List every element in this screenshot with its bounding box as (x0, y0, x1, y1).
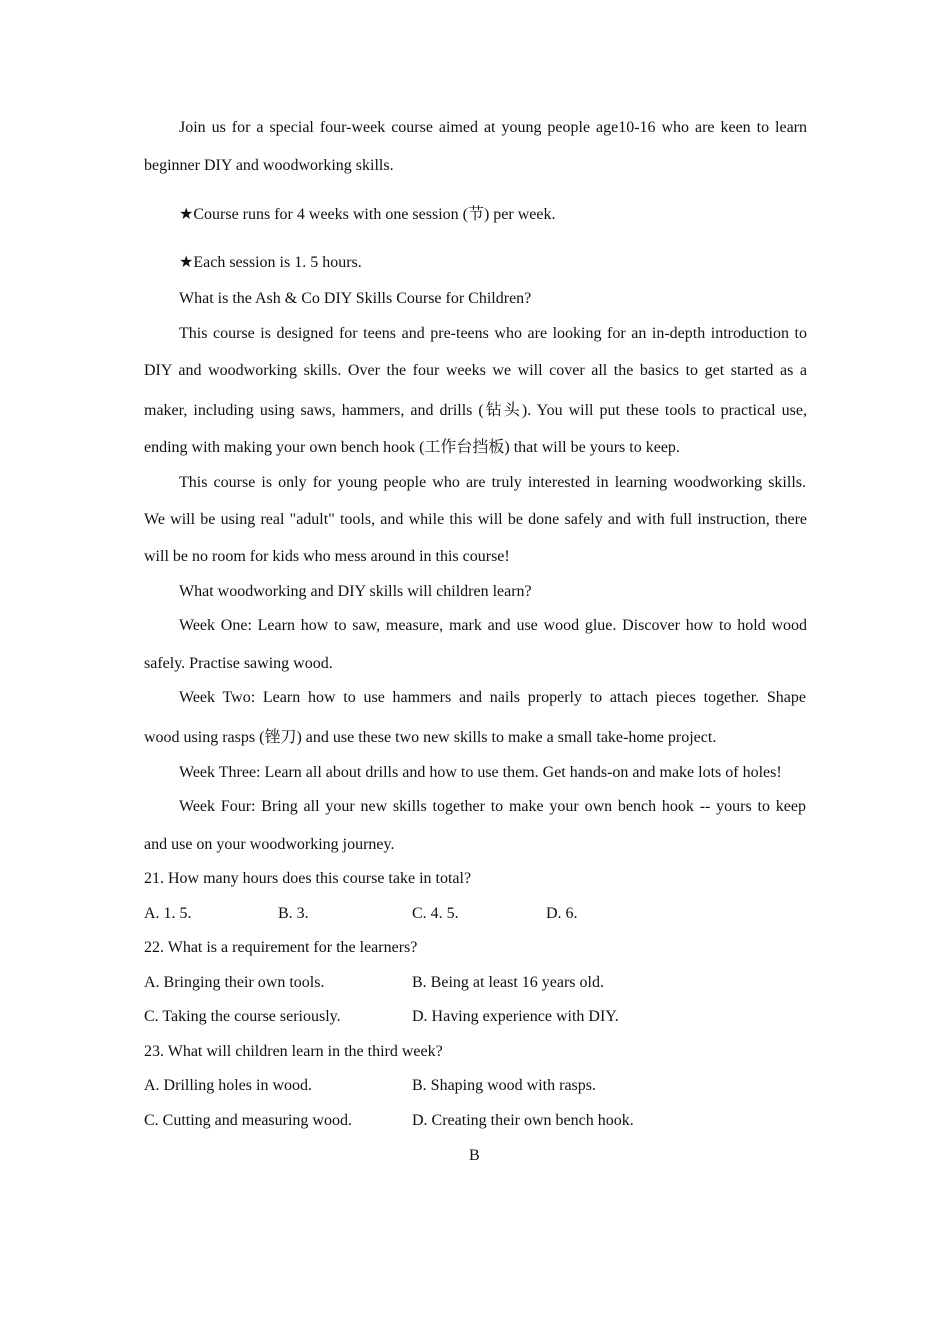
course-para-2-line-3: will be no room for kids who mess around in this course! (144, 548, 510, 565)
week-two-line-2: wood using rasps (锉刀) and use these two new skills to make a small take-home project. (144, 729, 717, 746)
question-22-option-b: B. Being at least 16 years old. (412, 974, 604, 991)
course-para-1-line-1: This course is designed for teens and pre-teens who are looking for an in-depth introduction to (179, 325, 807, 342)
question-21-option-a: A. 1. 5. (144, 905, 192, 922)
question-23-option-a: A. Drilling holes in wood. (144, 1077, 312, 1094)
course-para-1-line-4: ending with making your own bench hook (工作台挡板) that will be yours to keep. (144, 439, 680, 456)
question-23-option-d: D. Creating their own bench hook. (412, 1112, 634, 1129)
week-one-line-2: safely. Practise sawing wood. (144, 655, 333, 672)
question-22-stem: 22. What is a requirement for the learners? (144, 939, 418, 956)
course-para-2-line-2: We will be using real "adult" tools, and while this will be done safely and with full instruction, there (144, 511, 807, 528)
course-para-1-line-2: DIY and woodworking skills. Over the four weeks we will cover all the basics to get started as a (144, 362, 807, 379)
week-one-line-1: Week One: Learn how to saw, measure, mark and use wood glue. Discover how to hold wood (179, 617, 807, 634)
section-heading-course: What is the Ash & Co DIY Skills Course for Children? (179, 290, 532, 307)
question-21-stem: 21. How many hours does this course take in total? (144, 870, 472, 887)
bullet-duration: ★Each session is 1. 5 hours. (179, 254, 362, 271)
week-two-line-1: Week Two: Learn how to use hammers and nails properly to attach pieces together. Shape (179, 689, 806, 706)
intro-line-2: beginner DIY and woodworking skills. (144, 157, 394, 174)
question-22-option-a: A. Bringing their own tools. (144, 974, 325, 991)
question-22-option-d: D. Having experience with DIY. (412, 1008, 619, 1025)
course-para-1-line-3: maker, including using saws, hammers, and drills (钻头). You will put these tools to practical use, (144, 402, 807, 419)
question-21-option-d: D. 6. (546, 905, 578, 922)
question-21-option-b: B. 3. (278, 905, 309, 922)
section-heading-skills: What woodworking and DIY skills will children learn? (179, 583, 532, 600)
question-23-option-b: B. Shaping wood with rasps. (412, 1077, 596, 1094)
week-four-line-2: and use on your woodworking journey. (144, 836, 395, 853)
question-21-option-c: C. 4. 5. (412, 905, 459, 922)
question-22-option-c: C. Taking the course seriously. (144, 1008, 341, 1025)
week-four-line-1: Week Four: Bring all your new skills together to make your own bench hook -- yours to keep (179, 798, 806, 815)
bullet-sessions: ★Course runs for 4 weeks with one session (节) per week. (179, 206, 556, 223)
question-23-stem: 23. What will children learn in the third week? (144, 1043, 443, 1060)
intro-line-1: Join us for a special four-week course aimed at young people age10-16 who are keen to learn (179, 119, 807, 136)
course-para-2-line-1: This course is only for young people who are truly interested in learning woodworking skills. (179, 474, 806, 491)
week-three-line-1: Week Three: Learn all about drills and how to use them. Get hands-on and make lots of holes! (179, 764, 782, 781)
section-marker-b: B (469, 1147, 480, 1164)
question-23-option-c: C. Cutting and measuring wood. (144, 1112, 352, 1129)
